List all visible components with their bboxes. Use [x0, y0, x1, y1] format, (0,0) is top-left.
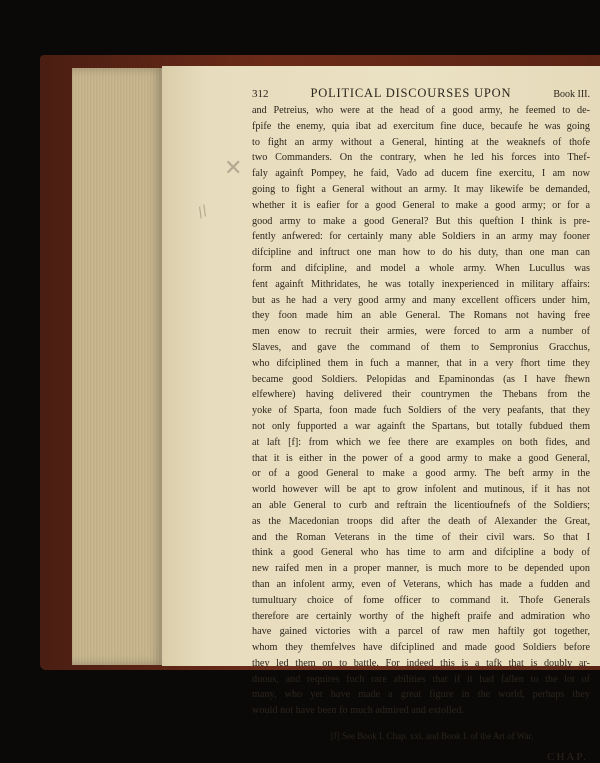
text-line: difcipline and inftruct one man how to do his duty, than one man can [252, 247, 590, 259]
text-line: think a good General who has time to arm and difcipline a body of [252, 547, 590, 559]
body-text [252, 103, 590, 719]
footnote: [f] See Book I. Chap. xxi. and Book I. of the Art of War. [330, 731, 534, 742]
running-header [252, 86, 590, 101]
text-line: new raifed men in a proper manner, is much more to be depended upon [252, 563, 590, 575]
text-line: and Petreius, who were at the head of a good army, he feemed to de- [252, 105, 590, 116]
pencil-mark: ∕∕ [195, 202, 211, 222]
text-line: to fight an army without a General, hinting at the weaknefs of thofe [252, 136, 590, 148]
running-title: POLITICAL DISCOURSES UPON [310, 86, 512, 100]
text-line: they led them on to battle. For indeed this is a tafk that is doubly ar- [252, 657, 590, 669]
text-line: men enow to recruit their armies, were forced to arm a number of [252, 326, 590, 338]
text-line: at laft [f]: from which we fee there are examples on both fides, and [252, 436, 590, 448]
text-line: they foon made him an able General. The Romans not having free [252, 310, 590, 322]
text-line: duous, and requires fuch rare abilities that if it had fallen to the lot of [252, 673, 590, 685]
pencil-mark: ✕ [224, 156, 243, 181]
text-line: as the Macedonian troops did after the death of Alexander the Great, [252, 515, 590, 527]
text-line: whom they themfelves have difciplined and made good Soldiers before [252, 642, 590, 654]
text-line: fpife the enemy, quia ibat ad exercitum fine duce, becaufe he was going [252, 120, 590, 132]
text-line: have gained victories with a parcel of raw men haftily got together, [252, 626, 590, 638]
text-line: who difciplined them in fuch a manner, that in a very fhort time they [252, 357, 590, 369]
text-line: whether it is eafier for a good General to make a good army; or for a [252, 199, 590, 211]
catchword: CHAP. [547, 751, 588, 763]
text-line: faly againft Pompey, he faid, Vado ad ducem fine exercitu, I am now [252, 168, 590, 180]
text-line: fent againft Mithridates, he was totally inexperienced in military affairs: [252, 278, 590, 290]
text-line: many, who yet have made a great figure in the world, perhaps they [252, 689, 590, 701]
text-line: would not have been fo much admired and extolled. [252, 705, 464, 717]
page-content [252, 86, 590, 763]
text-line: therefore are certainly worthy of the higheft praife and admiration who [252, 610, 590, 622]
text-line: yoke of Sparta, foon made fuch Soldiers of the very peafants, that they [252, 405, 590, 417]
text-line: world however will be apt to grow infolent and mutinous, if it has not [252, 484, 590, 496]
text-line: or of a good General to make a good army. The beft army in the [252, 468, 590, 480]
text-line: tumultuary choice of fome officer to command it. Thofe Generals [252, 594, 590, 606]
text-line: going to fight a General without an army. It may likewife be demanded, [252, 183, 590, 195]
text-line: elfewhere) having delivered their countrymen the Thebans from the [252, 389, 590, 401]
text-line: fently anfwered: for certainly many able Soldiers in an army may fooner [252, 231, 590, 243]
text-line: form and difcipline, and model a whole army. When Lucullus was [252, 262, 590, 274]
text-line: an able General to curb and reftrain the licentioufnefs of the Soldiers; [252, 499, 590, 511]
page-number: 312 [252, 88, 269, 100]
text-line: Slaves, and gave the command of them to Sempronius Gracchus, [252, 341, 590, 353]
text-line: two Commanders. On the contrary, when he led his forces into Thef- [252, 152, 590, 164]
text-line: good army to make a good General? But this queftion I think is pre- [252, 215, 590, 227]
text-line: became good Soldiers. Pelopidas and Epaminondas (as I have fhewn [252, 373, 590, 385]
text-line: and the Roman Veterans in the time of their civil wars. So that I [252, 531, 590, 543]
page-edges [72, 68, 164, 665]
book-page [162, 66, 600, 763]
text-line: not only fupported a war againft the Spartans, but totally fubdued them [252, 420, 590, 432]
text-line: than an infolent army, even of Veterans, which has made a fudden and [252, 578, 590, 590]
text-line: but as he had a very good army and many excellent officers under him, [252, 294, 590, 306]
book-reference: Book III. [553, 89, 590, 100]
text-line: that it is either in the power of a good army to make a good General, [252, 452, 590, 464]
